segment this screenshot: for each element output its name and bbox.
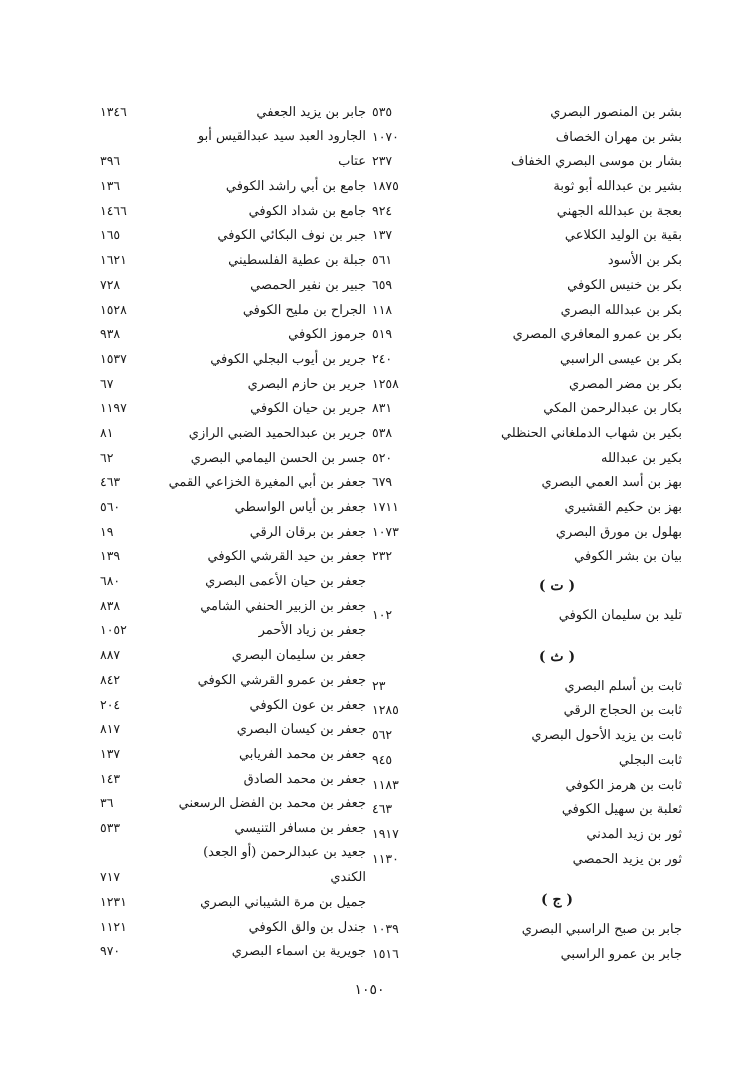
- entry-name: جعفر بن محمد الفريابي: [238, 746, 366, 762]
- index-entry: [100, 693, 366, 718]
- index-entry: [100, 915, 366, 940]
- entry-name: جابر بن يزيد الجعفي: [256, 105, 366, 120]
- entry-number: ٨٣٨: [100, 597, 121, 613]
- index-entry: [100, 618, 366, 643]
- entry-number: ٢٤٠: [372, 350, 393, 366]
- index-entry: [100, 495, 366, 520]
- index-entry: [372, 674, 682, 699]
- index-entry: [100, 520, 366, 545]
- index-entry: [100, 470, 366, 495]
- index-entry: [372, 495, 682, 520]
- index-entry: [372, 125, 682, 150]
- index-entry: [100, 717, 366, 742]
- entry-name: بكير بن عبدالله: [600, 450, 682, 466]
- index-entry: [372, 298, 682, 323]
- entry-name: تليد بن سليمان الكوفي: [558, 608, 682, 624]
- index-entry: [100, 668, 366, 693]
- index-entry: [100, 396, 366, 421]
- entry-number: ٧١٧: [100, 869, 121, 885]
- entry-number: ١٢٣١: [100, 894, 127, 909]
- entry-name: بشر بن مهران الخصاف: [555, 129, 682, 145]
- entry-number: ١١٨٣: [372, 776, 399, 792]
- entry-number: ١٩: [100, 523, 114, 539]
- entry-name: بهز بن أسد العمي البصري: [541, 475, 682, 491]
- index-entry: [372, 322, 682, 347]
- entry-number: ١١٨: [372, 301, 393, 317]
- entry-name: الجراح بن مليح الكوفي: [242, 302, 366, 318]
- entry-name: ثابت بن يزيد الأحول البصري: [531, 728, 682, 744]
- index-entry: [372, 248, 682, 273]
- index-entry: [100, 594, 366, 619]
- index-entry: [372, 544, 682, 569]
- page-number: ١٠٥٠: [354, 982, 385, 998]
- entry-name: جبلة بن عطية الفلسطيني: [228, 253, 366, 269]
- index-column-left: [100, 100, 366, 964]
- entry-name: جعفر بن حيان الأعمى البصري: [205, 574, 366, 590]
- index-entry: [100, 569, 366, 594]
- entry-name: جامع بن أبي راشد الكوفي: [225, 179, 366, 195]
- entry-name: بشير بن عبدالله أبو ثوبة: [553, 179, 682, 195]
- index-entry: [100, 742, 366, 767]
- section-spacer: [372, 628, 682, 640]
- entry-name: جعفر بن حيد القرشي الكوفي: [207, 549, 366, 565]
- section-letter-heading: ( ج ): [540, 892, 574, 909]
- entry-number: ١٣٧: [372, 227, 393, 243]
- index-entry: [100, 125, 366, 150]
- entry-name: عتاب: [338, 154, 366, 170]
- index-entry: [100, 446, 366, 471]
- entry-name: بيان بن بشر الكوفي: [574, 549, 682, 565]
- entry-name: ثابت بن الحجاج الرقي: [563, 703, 682, 719]
- entry-number: ٥٢٠: [372, 449, 393, 465]
- entry-number: ٥٣٥: [372, 104, 393, 119]
- entry-number: ١٦٥: [100, 227, 121, 243]
- entry-number: ٨١٧: [100, 721, 121, 737]
- entry-name: جعيد بن عبدالرحمن (أو الجعد): [203, 844, 366, 860]
- entry-number: ٥٣٣: [100, 819, 121, 835]
- entry-name: بكر بن عمرو المعافري المصري: [512, 327, 682, 343]
- entry-name: ثابت بن هرمز الكوفي: [565, 777, 682, 793]
- entry-number: ١٠٢: [372, 607, 393, 623]
- entry-number: ٨٨٧: [100, 647, 121, 663]
- index-entry: [372, 223, 682, 248]
- entry-number: ١٦٢١: [100, 252, 127, 268]
- index-entry: [372, 273, 682, 298]
- index-entry: [100, 223, 366, 248]
- index-entry: [100, 174, 366, 199]
- entry-number: ١٤٦٦: [100, 202, 127, 218]
- entry-name: بعجة بن عبدالله الجهني: [556, 203, 682, 219]
- entry-name: جابر بن صبح الراسبي البصري: [521, 922, 682, 938]
- entry-number: ٥٦٠: [100, 499, 121, 514]
- section-spacer: [372, 871, 682, 883]
- entry-name: جامع بن شداد الكوفي: [248, 203, 366, 219]
- entry-name: بكر بن عبدالله البصري: [560, 302, 682, 318]
- entry-number: ١٥٢٨: [100, 301, 127, 317]
- index-entry: [100, 791, 366, 816]
- index-entry: [372, 847, 682, 872]
- section-letter-heading: ( ت ): [538, 578, 576, 595]
- entry-name: بهلول بن مورق البصري: [555, 524, 682, 540]
- entry-name: بقية بن الوليد الكلاعي: [564, 228, 682, 244]
- section-letter-heading: ( ث ): [538, 648, 576, 665]
- entry-number: ٨١: [100, 424, 114, 440]
- entry-name: جرير بن عبدالحميد الضبي الرازي: [188, 425, 366, 441]
- entry-name: بكر بن مضر المصري: [568, 376, 682, 392]
- entry-name: بكر بن الأسود: [607, 253, 682, 269]
- index-entry: [372, 446, 682, 471]
- index-entry: [100, 939, 366, 964]
- entry-name: جعفر بن الزبير الحنفي الشامي: [200, 598, 366, 614]
- index-entry: [372, 822, 682, 847]
- entry-name: جرير بن حازم البصري: [247, 376, 366, 392]
- entry-number: ١٨٧٥: [372, 178, 399, 194]
- entry-name: بكير بن شهاب الدملغاني الحنظلي: [500, 425, 682, 441]
- entry-number: ٩٢٤: [372, 202, 393, 218]
- index-entry: [372, 603, 682, 628]
- entry-name: جرير بن أيوب البجلي الكوفي: [210, 351, 366, 367]
- entry-name: جسر بن الحسن اليمامي البصري: [190, 450, 366, 466]
- entry-number: ١٥٣٧: [100, 350, 127, 366]
- entry-number: ٣٦: [100, 795, 114, 811]
- entry-name: جعفر بن أبي المغيرة الخزاعي القمي: [168, 475, 366, 491]
- entry-number: ١٣٤٦: [100, 104, 127, 119]
- entry-number: ١٣٩: [100, 548, 121, 564]
- index-entry: [100, 421, 366, 446]
- entry-number: ١٢٨٥: [372, 702, 399, 718]
- entry-name: جميل بن مرة الشيباني البصري: [200, 895, 366, 910]
- entry-number: ٩٧٠: [100, 943, 121, 959]
- entry-name: جعفر بن عمرو القرشي الكوفي: [197, 672, 366, 688]
- entry-number: ١٠٧٣: [372, 523, 399, 539]
- index-entry: [100, 865, 366, 890]
- entry-name: جعفر بن كيسان البصري: [236, 722, 366, 738]
- entry-number: ٥٦٢: [372, 727, 393, 743]
- index-entry: [372, 174, 682, 199]
- entry-name: بهز بن حكيم القشيري: [564, 500, 682, 515]
- index-column-right: [372, 100, 682, 967]
- entry-name: بشار بن موسى البصري الخفاف: [511, 154, 682, 170]
- index-entry: [100, 100, 366, 125]
- index-entry: [372, 347, 682, 372]
- entry-name: جعفر بن أياس الواسطي: [234, 500, 366, 515]
- index-entry: [372, 773, 682, 798]
- entry-number: ٤٦٣: [372, 801, 393, 817]
- entry-name: جعفر بن مسافر التنيسي: [234, 820, 366, 836]
- index-entry: [100, 544, 366, 569]
- entry-number: ١٠٧٠: [372, 128, 399, 144]
- entry-name: جرير بن حيان الكوفي: [250, 401, 366, 417]
- entry-name: بكار بن عبدالرحمن المكي: [543, 401, 682, 417]
- entry-number: ٩٣٨: [100, 326, 121, 342]
- entry-number: ١٤٣: [100, 770, 121, 786]
- entry-number: ٦٥٩: [372, 276, 393, 292]
- entry-number: ٩٤٥: [372, 751, 393, 767]
- entry-name: جعفر بن محمد الصادق: [243, 771, 366, 787]
- index-entry: [100, 347, 366, 372]
- entry-number: ٦٧: [100, 375, 114, 391]
- entry-number: ٨٣١: [372, 400, 393, 416]
- entry-number: ١١٢١: [100, 918, 127, 934]
- entry-name: ثابت بن أسلم البصري: [564, 678, 682, 694]
- entry-number: ١١٣٠: [372, 850, 399, 866]
- entry-number: ٢٣: [372, 677, 386, 693]
- index-entry: [372, 520, 682, 545]
- entry-number: ١٩١٧: [372, 825, 399, 841]
- index-entry: [372, 199, 682, 224]
- index-entry: [372, 723, 682, 748]
- index-entry: [100, 890, 366, 915]
- entry-number: ٨٤٢: [100, 671, 121, 687]
- entry-number: ٣٩٦: [100, 153, 121, 169]
- entry-name: جويرية بن اسماء البصري: [231, 944, 366, 960]
- entry-name: ثعلبة بن سهيل الكوفي: [561, 802, 682, 818]
- entry-name: بشر بن المنصور البصري: [550, 105, 682, 120]
- entry-number: ١٠٥٢: [100, 622, 127, 638]
- index-entry: [372, 942, 682, 967]
- entry-number: ٢٣٧: [372, 153, 393, 169]
- entry-name: جعفر بن زياد الأحمر: [258, 623, 366, 639]
- entry-number: ١١٩٧: [100, 400, 127, 416]
- entry-name: جرموز الكوفي: [288, 327, 366, 343]
- entry-name: جبر بن نوف البكائي الكوفي: [217, 228, 366, 244]
- index-entry: [100, 298, 366, 323]
- entry-number: ٥٦١: [372, 252, 393, 268]
- index-entry: [100, 322, 366, 347]
- entry-number: ١٣٦: [100, 178, 121, 194]
- index-entry: [100, 149, 366, 174]
- index-entry: [372, 797, 682, 822]
- index-entry: [372, 421, 682, 446]
- entry-name: ثابت البجلي: [618, 752, 682, 768]
- entry-name: جعفر بن محمد بن الفضل الرسعني: [178, 796, 366, 812]
- entry-name: الكندي: [330, 870, 366, 886]
- entry-number: ١٢٥٨: [372, 375, 399, 391]
- index-entry: [372, 149, 682, 174]
- entry-number: ٤٦٣: [100, 474, 121, 490]
- index-entry: [100, 372, 366, 397]
- entry-number: ١٣٧: [100, 745, 121, 761]
- entry-number: ٦٧٩: [372, 474, 393, 490]
- index-entry: [372, 372, 682, 397]
- index-entry: [100, 199, 366, 224]
- index-entry: [372, 100, 682, 125]
- entry-name: جعفر بن عون الكوفي: [249, 697, 366, 713]
- entry-name: الجارود العبد سيد عبدالقيس أبو: [197, 128, 366, 144]
- index-entry: [100, 841, 366, 866]
- entry-number: ٧٢٨: [100, 276, 121, 292]
- entry-number: ١٥١٦: [372, 945, 399, 961]
- entry-number: ٦٨٠: [100, 573, 121, 589]
- index-entry: [372, 470, 682, 495]
- index-entry: [100, 273, 366, 298]
- entry-name: ثور بن زيد المدني: [586, 826, 682, 842]
- entry-number: ٦٢: [100, 449, 114, 465]
- index-entry: [372, 748, 682, 773]
- index-entry: [100, 816, 366, 841]
- entry-number: ٥٣٨: [372, 424, 393, 440]
- entry-name: جبير بن نفير الحمصي: [250, 277, 366, 293]
- index-entry: [372, 698, 682, 723]
- entry-number: ٢٠٤: [100, 696, 121, 712]
- index-entry: [372, 396, 682, 421]
- entry-name: جابر بن عمرو الراسبي: [560, 946, 682, 962]
- entry-name: جعفر بن سليمان البصري: [231, 648, 366, 664]
- index-entry: [372, 917, 682, 942]
- index-entry: [100, 767, 366, 792]
- entry-name: جندل بن والق الكوفي: [248, 919, 366, 935]
- index-entry: [100, 643, 366, 668]
- entry-name: ثور بن يزيد الحمصي: [572, 851, 682, 867]
- entry-number: ١٠٣٩: [372, 921, 399, 937]
- entry-number: ١٧١١: [372, 499, 399, 514]
- entry-name: جعفر بن برقان الرقي: [249, 524, 366, 540]
- entry-name: بكر بن عيسى الراسبي: [559, 351, 682, 367]
- entry-number: ٥١٩: [372, 326, 393, 342]
- index-entry: [100, 248, 366, 273]
- entry-name: بكر بن خنيس الكوفي: [567, 277, 682, 293]
- entry-number: ٢٣٢: [372, 548, 393, 564]
